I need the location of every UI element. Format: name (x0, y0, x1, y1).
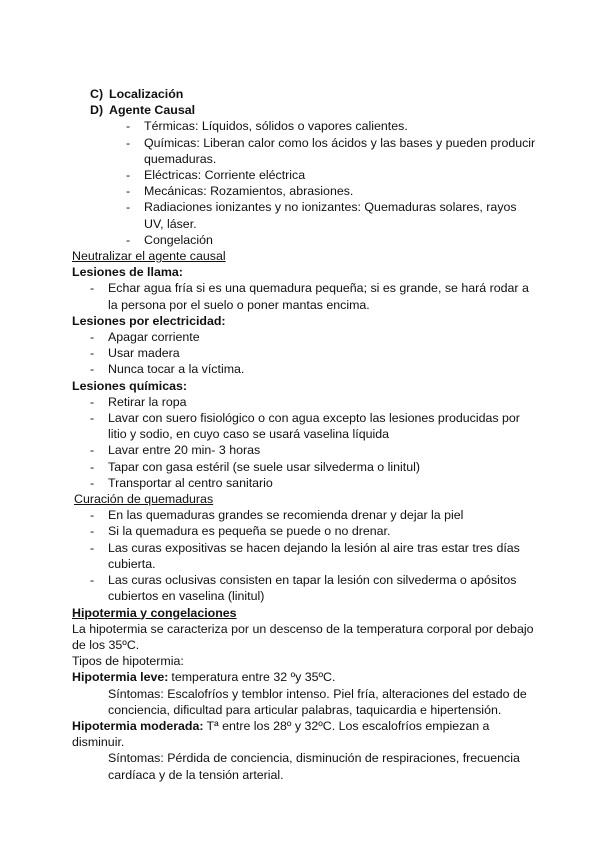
item-text: la persona por el suelo o poner mantas encima. (108, 297, 370, 312)
curacion-item (72, 507, 528, 523)
curacion-item (72, 572, 528, 588)
heading-lesiones-llama: Lesiones de llama: (72, 265, 183, 280)
item-text: Mecánicas: Rozamientos, abrasiones. (144, 184, 354, 199)
hipotermia-intro: La hipotermia se caracteriza por un descenso de la temperatura corporal por debajo (72, 621, 534, 636)
dash-marker: - (90, 330, 95, 345)
curacion-item-cont (72, 588, 528, 604)
dash-marker: - (90, 281, 95, 296)
quimicas-item (72, 475, 528, 491)
tipos-hipotermia: Tipos de hipotermia: (72, 654, 184, 669)
item-text: En las quemaduras grandes se recomienda drenar y dejar la piel (108, 508, 464, 523)
item-text: Térmicas: Líquidos, sólidos o vapores calientes. (144, 119, 408, 134)
hipotermia-moderada-cont: disminuir. (72, 735, 125, 750)
item-text: Las curas expositivas se hacen dejando la lesión al aire tras estar tres días (108, 540, 520, 555)
section-c-letter: C) (90, 87, 104, 101)
hipotermia-intro-cont: de los 35ºC. (72, 637, 140, 652)
quimicas-item (72, 442, 528, 458)
hipotermia-moderada (72, 718, 528, 734)
item-text: Eléctricas: Corriente eléctrica (144, 168, 306, 183)
dash-marker: - (90, 524, 95, 539)
electricidad-item (72, 361, 528, 377)
dash-marker: - (126, 168, 131, 183)
item-text: Lavar con suero fisiológico o con agua excepto las lesiones producidas por (108, 411, 520, 426)
electricidad-item (72, 345, 528, 361)
dash-marker: - (90, 475, 95, 490)
section-c (72, 86, 528, 102)
curacion-item-cont (72, 556, 528, 572)
dash-marker: - (90, 362, 95, 377)
heading-lesiones-quimicas: Lesiones químicas: (72, 378, 187, 393)
dash-marker: - (90, 411, 95, 426)
quimicas-item-cont (72, 426, 528, 442)
electricidad-item (72, 329, 528, 345)
item-text: quemaduras. (144, 151, 217, 166)
agente-item-electricas (72, 167, 528, 183)
dash-marker: - (90, 459, 95, 474)
hipotermia-moderada-label: Hipotermia moderada: (72, 718, 204, 733)
heading-neutralizar: Neutralizar el agente causal (72, 249, 226, 264)
item-text: Usar madera (108, 346, 180, 361)
leve-sintomas-cont: conciencia, dificultad para articular palabras, taquicardia e hipertensión. (108, 702, 502, 717)
section-d-letter: D) (90, 103, 104, 118)
llama-item-cont (72, 297, 528, 313)
heading-lesiones-electricidad: Lesiones por electricidad: (72, 313, 226, 328)
agente-item-termicas (72, 118, 528, 134)
leve-sintomas: Síntomas: Escalofríos y temblor intenso. Piel fría, alteraciones del estado de (108, 686, 527, 701)
item-text: Congelación (144, 232, 213, 247)
item-text: Lavar entre 20 min- 3 horas (108, 443, 261, 458)
quimicas-item (72, 459, 528, 475)
item-text: cubiertos en vaselina (linitul) (108, 589, 265, 604)
item-text: litio y sodio, en cuyo caso se usará vaselina líquida (108, 427, 390, 442)
agente-item-quimicas-cont (72, 151, 528, 167)
dash-marker: - (126, 119, 131, 134)
agente-item-congelacion (72, 232, 528, 248)
curacion-item (72, 540, 528, 556)
item-text: cubierta. (108, 556, 156, 571)
section-d (72, 102, 528, 118)
item-text: Tapar con gasa estéril (se suele usar silvederma o linitul) (108, 459, 420, 474)
item-text: Retirar la ropa (108, 394, 187, 409)
item-text: Las curas oclusivas consisten en tapar la lesión con silvederma o apósitos (108, 573, 517, 588)
llama-item (72, 280, 528, 296)
document-page (72, 86, 536, 783)
agente-item-radiaciones (72, 199, 528, 215)
section-c-title: Localización (109, 87, 184, 101)
moderada-sintomas: Síntomas: Pérdida de conciencia, disminución de respiraciones, frecuencia (108, 751, 520, 766)
hipotermia-moderada-text: Tª entre los 28º y 32ºC. Los escalofríos empiezan a (206, 718, 490, 733)
curacion-item (72, 523, 528, 539)
hipotermia-leve-label: Hipotermia leve: (72, 670, 169, 685)
hipotermia-leve (72, 669, 528, 685)
item-text: Radiaciones ionizantes y no ionizantes: Quemaduras solares, rayos (144, 200, 517, 215)
dash-marker: - (90, 346, 95, 361)
item-text: Nunca tocar a la víctima. (108, 362, 245, 377)
agente-item-quimicas (72, 135, 536, 151)
dash-marker: - (90, 573, 95, 588)
agente-item-radiaciones-cont (72, 216, 528, 232)
dash-marker: - (90, 540, 95, 555)
dash-marker: - (90, 394, 95, 409)
item-text: Echar agua fría si es una quemadura pequeña; si es grande, se hará rodar a (108, 281, 529, 296)
item-text: Químicas: Liberan calor como los ácidos y las bases y pueden producir (144, 135, 536, 150)
dash-marker: - (126, 200, 131, 215)
quimicas-item (72, 410, 528, 426)
dash-marker: - (90, 508, 95, 523)
agente-item-mecanicas (72, 183, 528, 199)
dash-marker: - (126, 184, 131, 199)
section-d-title: Agente Causal (109, 103, 196, 118)
quimicas-item (72, 394, 528, 410)
moderada-sintomas-cont: cardíaca y de la tensión arterial. (108, 767, 284, 782)
dash-marker: - (126, 135, 131, 150)
hipotermia-leve-text: temperatura entre 32 ºy 35ºC. (171, 670, 336, 685)
item-text: Apagar corriente (108, 330, 200, 345)
heading-hipotermia: Hipotermia y congelaciones (72, 605, 237, 620)
dash-marker: - (90, 443, 95, 458)
item-text: UV, láser. (144, 216, 197, 231)
item-text: Transportar al centro sanitario (108, 475, 273, 490)
heading-curacion: Curación de quemaduras (74, 492, 214, 507)
dash-marker: - (126, 232, 131, 247)
item-text: Si la quemadura es pequeña se puede o no drenar. (108, 524, 391, 539)
